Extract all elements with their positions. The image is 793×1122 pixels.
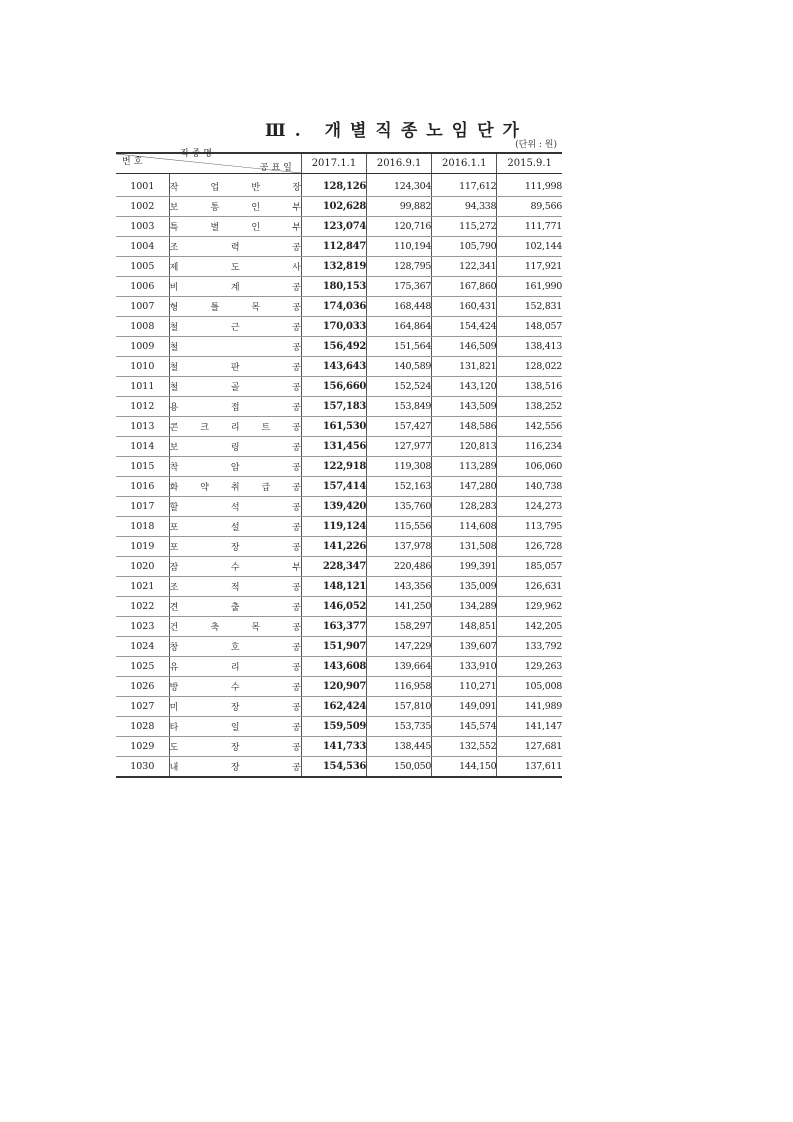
wage-2016-9-1: 175,367	[367, 277, 432, 297]
wage-2016-9-1: 147,229	[367, 637, 432, 657]
wage-2016-1-1: 148,586	[432, 417, 497, 437]
wage-2016-9-1: 168,448	[367, 297, 432, 317]
wage-2015-9-1: 89,566	[497, 197, 562, 217]
table-row	[116, 557, 562, 577]
wage-2016-1-1: 117,612	[432, 177, 497, 197]
wage-2016-9-1: 157,810	[367, 697, 432, 717]
job-code: 1003	[116, 217, 169, 237]
date-header: 2016.1.1	[432, 153, 497, 174]
wage-2016-9-1: 153,735	[367, 717, 432, 737]
wage-2016-1-1: 135,009	[432, 577, 497, 597]
job-code: 1019	[116, 537, 169, 557]
job-name	[169, 197, 301, 217]
job-code: 1021	[116, 577, 169, 597]
wage-2016-1-1: 146,509	[432, 337, 497, 357]
table-row	[116, 357, 562, 377]
job-code: 1016	[116, 477, 169, 497]
wage-2016-9-1: 110,194	[367, 237, 432, 257]
wage-2015-9-1: 142,556	[497, 417, 562, 437]
wage-2017-1-1: 148,121	[301, 577, 366, 597]
wage-2017-1-1: 161,530	[301, 417, 366, 437]
wage-2017-1-1: 156,492	[301, 337, 366, 357]
job-name	[169, 177, 301, 197]
wage-2017-1-1: 159,509	[301, 717, 366, 737]
job-name-text: 작 업 반 장	[169, 183, 301, 193]
wage-2016-1-1: 105,790	[432, 237, 497, 257]
table-row	[116, 397, 562, 417]
wage-2015-9-1: 126,631	[497, 577, 562, 597]
wage-2016-9-1: 150,050	[367, 757, 432, 778]
wage-2017-1-1: 143,643	[301, 357, 366, 377]
wage-2016-9-1: 139,664	[367, 657, 432, 677]
table-row	[116, 457, 562, 477]
job-code: 1009	[116, 337, 169, 357]
job-name	[169, 357, 301, 377]
job-name-text: 철 공	[169, 343, 301, 353]
wage-2016-9-1: 116,958	[367, 677, 432, 697]
wage-2017-1-1: 180,153	[301, 277, 366, 297]
wage-2015-9-1: 111,998	[497, 177, 562, 197]
wage-2017-1-1: 128,126	[301, 177, 366, 197]
wage-2017-1-1: 119,124	[301, 517, 366, 537]
wage-2016-9-1: 137,978	[367, 537, 432, 557]
table-row	[116, 437, 562, 457]
job-name-text: 콘 크 리 트 공	[169, 423, 301, 433]
wage-2015-9-1: 142,205	[497, 617, 562, 637]
job-name-text: 철 판 공	[169, 363, 301, 373]
wage-2015-9-1: 117,921	[497, 257, 562, 277]
wage-2016-1-1: 120,813	[432, 437, 497, 457]
wage-2016-1-1: 144,150	[432, 757, 497, 778]
job-name	[169, 757, 301, 778]
wage-2017-1-1: 174,036	[301, 297, 366, 317]
table-row	[116, 337, 562, 357]
table-row	[116, 237, 562, 257]
job-code: 1024	[116, 637, 169, 657]
table-row	[116, 497, 562, 517]
wage-2016-9-1: 152,524	[367, 377, 432, 397]
date-header: 2016.9.1	[367, 153, 432, 174]
wage-2017-1-1: 122,918	[301, 457, 366, 477]
wage-2017-1-1: 170,033	[301, 317, 366, 337]
job-code: 1026	[116, 677, 169, 697]
job-name-text: 형 틀 목 공	[169, 303, 301, 313]
wage-2015-9-1: 133,792	[497, 637, 562, 657]
job-name	[169, 457, 301, 477]
job-name	[169, 337, 301, 357]
job-code: 1008	[116, 317, 169, 337]
wage-2015-9-1: 148,057	[497, 317, 562, 337]
job-name-text: 유 리 공	[169, 663, 301, 673]
job-name-text: 용 접 공	[169, 403, 301, 413]
job-code: 1015	[116, 457, 169, 477]
job-code: 1030	[116, 757, 169, 778]
job-code: 1001	[116, 177, 169, 197]
job-name	[169, 597, 301, 617]
job-name-label: 직종명	[180, 149, 216, 159]
table-row	[116, 717, 562, 737]
table-row	[116, 517, 562, 537]
job-name	[169, 577, 301, 597]
job-name-text: 타 일 공	[169, 723, 301, 733]
wage-2016-1-1: 160,431	[432, 297, 497, 317]
announce-date-label: 공표일	[259, 163, 295, 173]
wage-2015-9-1: 116,234	[497, 437, 562, 457]
wage-2016-1-1: 167,860	[432, 277, 497, 297]
job-name	[169, 637, 301, 657]
job-name-text: 보 통 인 부	[169, 203, 301, 213]
job-code: 1006	[116, 277, 169, 297]
wage-2016-9-1: 151,564	[367, 337, 432, 357]
code-label: 번호	[122, 157, 146, 167]
job-name-text: 창 호 공	[169, 643, 301, 653]
job-name-text: 철 골 공	[169, 383, 301, 393]
job-code: 1029	[116, 737, 169, 757]
wage-2017-1-1: 123,074	[301, 217, 366, 237]
wage-2016-1-1: 115,272	[432, 217, 497, 237]
wage-2016-1-1: 147,280	[432, 477, 497, 497]
job-name-text: 할 석 공	[169, 503, 301, 513]
job-name-text: 잠 수 부	[169, 563, 301, 573]
job-name-text: 도 장 공	[169, 743, 301, 753]
job-name-text: 비 계 공	[169, 283, 301, 293]
job-code: 1004	[116, 237, 169, 257]
job-code: 1005	[116, 257, 169, 277]
wage-2016-9-1: 220,486	[367, 557, 432, 577]
wage-2017-1-1: 156,660	[301, 377, 366, 397]
job-name	[169, 717, 301, 737]
job-name	[169, 397, 301, 417]
wage-2015-9-1: 140,738	[497, 477, 562, 497]
wage-2017-1-1: 139,420	[301, 497, 366, 517]
job-name	[169, 217, 301, 237]
wage-2015-9-1: 128,022	[497, 357, 562, 377]
wage-2016-9-1: 120,716	[367, 217, 432, 237]
table-row	[116, 177, 562, 197]
wage-2015-9-1: 127,681	[497, 737, 562, 757]
wage-2017-1-1: 102,628	[301, 197, 366, 217]
job-code: 1022	[116, 597, 169, 617]
job-name-text: 특 별 인 부	[169, 223, 301, 233]
wage-2016-1-1: 94,338	[432, 197, 497, 217]
wage-2016-9-1: 128,795	[367, 257, 432, 277]
job-name-text: 제 도 사	[169, 263, 301, 273]
header-diagonal-cell	[116, 149, 301, 174]
table-row	[116, 377, 562, 397]
job-code: 1011	[116, 377, 169, 397]
table-row	[116, 257, 562, 277]
table-row	[116, 697, 562, 717]
wage-2015-9-1: 129,962	[497, 597, 562, 617]
wage-2016-9-1: 138,445	[367, 737, 432, 757]
job-name	[169, 437, 301, 457]
table-row	[116, 317, 562, 337]
wage-2016-1-1: 131,508	[432, 537, 497, 557]
job-code: 1025	[116, 657, 169, 677]
table-row	[116, 417, 562, 437]
table-row	[116, 757, 562, 778]
job-code: 1020	[116, 557, 169, 577]
job-name-text: 건 축 목 공	[169, 623, 301, 633]
job-name-text: 방 수 공	[169, 683, 301, 693]
table-row	[116, 217, 562, 237]
job-code: 1027	[116, 697, 169, 717]
job-name	[169, 557, 301, 577]
table-row	[116, 737, 562, 757]
wage-2016-9-1: 157,427	[367, 417, 432, 437]
job-name-text: 조 적 공	[169, 583, 301, 593]
wage-2017-1-1: 112,847	[301, 237, 366, 257]
wage-2016-1-1: 132,552	[432, 737, 497, 757]
job-code: 1010	[116, 357, 169, 377]
wage-2017-1-1: 228,347	[301, 557, 366, 577]
wage-2015-9-1: 141,147	[497, 717, 562, 737]
job-name	[169, 537, 301, 557]
wage-2016-1-1: 143,120	[432, 377, 497, 397]
wage-2016-9-1: 115,556	[367, 517, 432, 537]
wage-2016-1-1: 139,607	[432, 637, 497, 657]
job-name-text: 미 장 공	[169, 703, 301, 713]
wage-2017-1-1: 132,819	[301, 257, 366, 277]
wage-table	[116, 149, 562, 778]
wage-2015-9-1: 138,252	[497, 397, 562, 417]
job-name	[169, 677, 301, 697]
table-row	[116, 297, 562, 317]
table-row	[116, 577, 562, 597]
wage-2017-1-1: 163,377	[301, 617, 366, 637]
job-code: 1007	[116, 297, 169, 317]
unit-label: (단위 : 원)	[515, 140, 557, 150]
job-name	[169, 517, 301, 537]
job-name	[169, 377, 301, 397]
wage-2017-1-1: 131,456	[301, 437, 366, 457]
wage-2016-9-1: 141,250	[367, 597, 432, 617]
wage-2017-1-1: 120,907	[301, 677, 366, 697]
job-name	[169, 317, 301, 337]
job-name	[169, 617, 301, 637]
wage-2016-9-1: 152,163	[367, 477, 432, 497]
job-name-text: 조 력 공	[169, 243, 301, 253]
wage-2016-9-1: 164,864	[367, 317, 432, 337]
table-row	[116, 537, 562, 557]
job-name-text: 철 근 공	[169, 323, 301, 333]
wage-2016-9-1: 158,297	[367, 617, 432, 637]
wage-2015-9-1: 111,771	[497, 217, 562, 237]
wage-2015-9-1: 102,144	[497, 237, 562, 257]
job-name	[169, 497, 301, 517]
table-row	[116, 657, 562, 677]
page-title: Ⅲ. 개별직종노임단가	[265, 121, 528, 141]
job-name	[169, 417, 301, 437]
job-name	[169, 477, 301, 497]
date-header: 2015.9.1	[497, 153, 562, 174]
job-code: 1014	[116, 437, 169, 457]
wage-2016-1-1: 149,091	[432, 697, 497, 717]
job-name-text: 보 링 공	[169, 443, 301, 453]
wage-2016-1-1: 122,341	[432, 257, 497, 277]
job-name-text: 착 암 공	[169, 463, 301, 473]
table-row	[116, 617, 562, 637]
wage-2016-1-1: 145,574	[432, 717, 497, 737]
wage-2016-1-1: 128,283	[432, 497, 497, 517]
wage-2016-9-1: 135,760	[367, 497, 432, 517]
wage-2016-9-1: 140,589	[367, 357, 432, 377]
wage-2016-1-1: 133,910	[432, 657, 497, 677]
job-name	[169, 657, 301, 677]
wage-2017-1-1: 162,424	[301, 697, 366, 717]
job-code: 1028	[116, 717, 169, 737]
wage-2016-1-1: 134,289	[432, 597, 497, 617]
wage-2015-9-1: 126,728	[497, 537, 562, 557]
wage-2017-1-1: 157,414	[301, 477, 366, 497]
job-name	[169, 237, 301, 257]
wage-2017-1-1: 143,608	[301, 657, 366, 677]
wage-2016-9-1: 119,308	[367, 457, 432, 477]
job-name	[169, 697, 301, 717]
wage-2015-9-1: 124,273	[497, 497, 562, 517]
table-row	[116, 197, 562, 217]
wage-2016-1-1: 113,289	[432, 457, 497, 477]
table-row	[116, 637, 562, 657]
wage-2016-9-1: 124,304	[367, 177, 432, 197]
job-name	[169, 277, 301, 297]
job-name-text: 포 설 공	[169, 523, 301, 533]
wage-2015-9-1: 141,989	[497, 697, 562, 717]
header-row	[116, 153, 562, 174]
wage-2016-1-1: 131,821	[432, 357, 497, 377]
wage-2015-9-1: 152,831	[497, 297, 562, 317]
job-name-text: 포 장 공	[169, 543, 301, 553]
wage-2016-1-1: 114,608	[432, 517, 497, 537]
wage-2016-9-1: 153,849	[367, 397, 432, 417]
wage-2015-9-1: 137,611	[497, 757, 562, 778]
wage-2015-9-1: 138,413	[497, 337, 562, 357]
table-row	[116, 677, 562, 697]
wage-2016-1-1: 110,271	[432, 677, 497, 697]
wage-2016-9-1: 143,356	[367, 577, 432, 597]
job-name-text: 화 약 취 급 공	[169, 483, 301, 493]
wage-2017-1-1: 141,226	[301, 537, 366, 557]
wage-2016-1-1: 143,509	[432, 397, 497, 417]
job-code: 1013	[116, 417, 169, 437]
table-row	[116, 597, 562, 617]
table-row	[116, 277, 562, 297]
wage-2016-1-1: 199,391	[432, 557, 497, 577]
job-name	[169, 737, 301, 757]
wage-2015-9-1: 161,990	[497, 277, 562, 297]
table-row	[116, 477, 562, 497]
wage-2016-1-1: 154,424	[432, 317, 497, 337]
wage-2017-1-1: 141,733	[301, 737, 366, 757]
wage-2017-1-1: 154,536	[301, 757, 366, 778]
wage-2016-9-1: 127,977	[367, 437, 432, 457]
job-code: 1012	[116, 397, 169, 417]
wage-2016-9-1: 99,882	[367, 197, 432, 217]
wage-2017-1-1: 157,183	[301, 397, 366, 417]
wage-2017-1-1: 151,907	[301, 637, 366, 657]
job-name-text: 견 출 공	[169, 603, 301, 613]
date-header: 2017.1.1	[301, 153, 366, 174]
job-name	[169, 297, 301, 317]
wage-2015-9-1: 106,060	[497, 457, 562, 477]
wage-2015-9-1: 113,795	[497, 517, 562, 537]
wage-2016-1-1: 148,851	[432, 617, 497, 637]
job-name	[169, 257, 301, 277]
wage-2015-9-1: 185,057	[497, 557, 562, 577]
job-code: 1023	[116, 617, 169, 637]
wage-2015-9-1: 105,008	[497, 677, 562, 697]
wage-2015-9-1: 138,516	[497, 377, 562, 397]
job-code: 1018	[116, 517, 169, 537]
job-code: 1002	[116, 197, 169, 217]
job-name-text: 내 장 공	[169, 763, 301, 773]
job-code: 1017	[116, 497, 169, 517]
wage-2015-9-1: 129,263	[497, 657, 562, 677]
wage-2017-1-1: 146,052	[301, 597, 366, 617]
